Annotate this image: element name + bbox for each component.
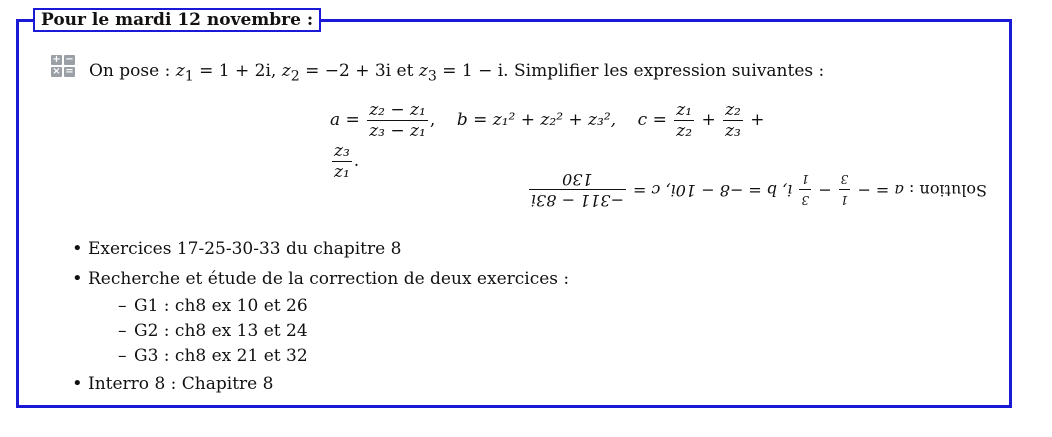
plus-sign: + xyxy=(750,110,765,130)
plus-key: + xyxy=(52,54,61,65)
solution-a-tail: i, b = −8 − 10i, c = xyxy=(632,181,793,200)
solution-a-frac1-den: 3 xyxy=(840,172,849,186)
a-numerator: z₂ − z₁ xyxy=(369,100,426,120)
solution-a-frac2-den: 1 xyxy=(801,172,810,186)
minus-key: − xyxy=(65,54,74,65)
formula-end: . xyxy=(353,151,360,171)
plus-sign: + xyxy=(701,110,716,130)
statement-lead: On pose : xyxy=(89,61,171,81)
a-denominator: z₃ − z₁ xyxy=(369,121,426,141)
exercise-statement: On pose : $z_1 = 1 + 2i$, $z_2 = -2 + 3i$ et $z_3 = 1 - i$. Simplifier les expression suivantes : xyxy=(89,61,825,85)
solution-c-fraction xyxy=(529,169,626,210)
c2-denominator: z₃ xyxy=(725,121,741,141)
solution-a-frac2-num: 3 xyxy=(799,189,811,210)
group-item: – G3 : ch8 ex 21 et 32 xyxy=(118,344,569,369)
b-expression: b = z₁² + z₂² + z₃², xyxy=(456,110,617,130)
z2-definition: = −2 + 3i xyxy=(305,61,392,81)
solution-a-frac1-num: 1 xyxy=(839,189,851,210)
c-fraction-2 xyxy=(723,100,743,141)
a-fraction xyxy=(367,100,428,141)
c1-numerator: z₁ xyxy=(676,100,693,120)
z3-definition: = 1 − i. xyxy=(442,61,509,81)
solution-a-fraction-2 xyxy=(799,169,811,210)
solution-c-numerator: −311 − 83i xyxy=(530,191,624,210)
equals-key: = xyxy=(65,66,74,77)
a-label: a = xyxy=(330,110,360,130)
list-item-label: Recherche et étude de la correction de deux exercices : xyxy=(88,269,570,289)
upside-down-solution xyxy=(530,168,995,216)
c3-numerator: z₃ xyxy=(334,141,350,161)
c-label: c = xyxy=(637,110,667,130)
c3-denominator: z₁ xyxy=(334,162,350,182)
list-item xyxy=(72,264,569,369)
a-separator: , xyxy=(429,110,436,130)
list-item: • Interro 8 : Chapitre 8 xyxy=(72,369,569,399)
list-item: • Exercices 17-25-30-33 du chapitre 8 xyxy=(72,234,569,264)
c1-denominator: z₂ xyxy=(676,121,693,141)
group-list xyxy=(88,294,569,369)
instruction-text: Simplifier les expression suivantes : xyxy=(514,61,825,81)
c-fraction-1 xyxy=(674,100,694,141)
solution-c-denominator: 130 xyxy=(562,170,593,189)
group-item: – G1 : ch8 ex 10 et 26 xyxy=(118,294,569,319)
solution-a-minus: − xyxy=(818,181,832,200)
solution-a-part: a = − xyxy=(857,181,904,200)
c2-numerator: z₂ xyxy=(725,100,741,120)
solution-label: Solution : xyxy=(909,181,987,200)
conjunction: et xyxy=(396,61,414,81)
solution-a-fraction-1 xyxy=(839,169,851,210)
page-title: Pour le mardi 12 novembre : xyxy=(33,8,321,32)
times-key: × xyxy=(52,66,61,77)
c-fraction-3 xyxy=(332,141,352,182)
calculator-icon xyxy=(51,55,75,77)
z1-definition: = 1 + 2i, xyxy=(199,61,277,81)
group-item: – G2 : ch8 ex 13 et 24 xyxy=(118,319,569,344)
task-list xyxy=(72,234,569,399)
